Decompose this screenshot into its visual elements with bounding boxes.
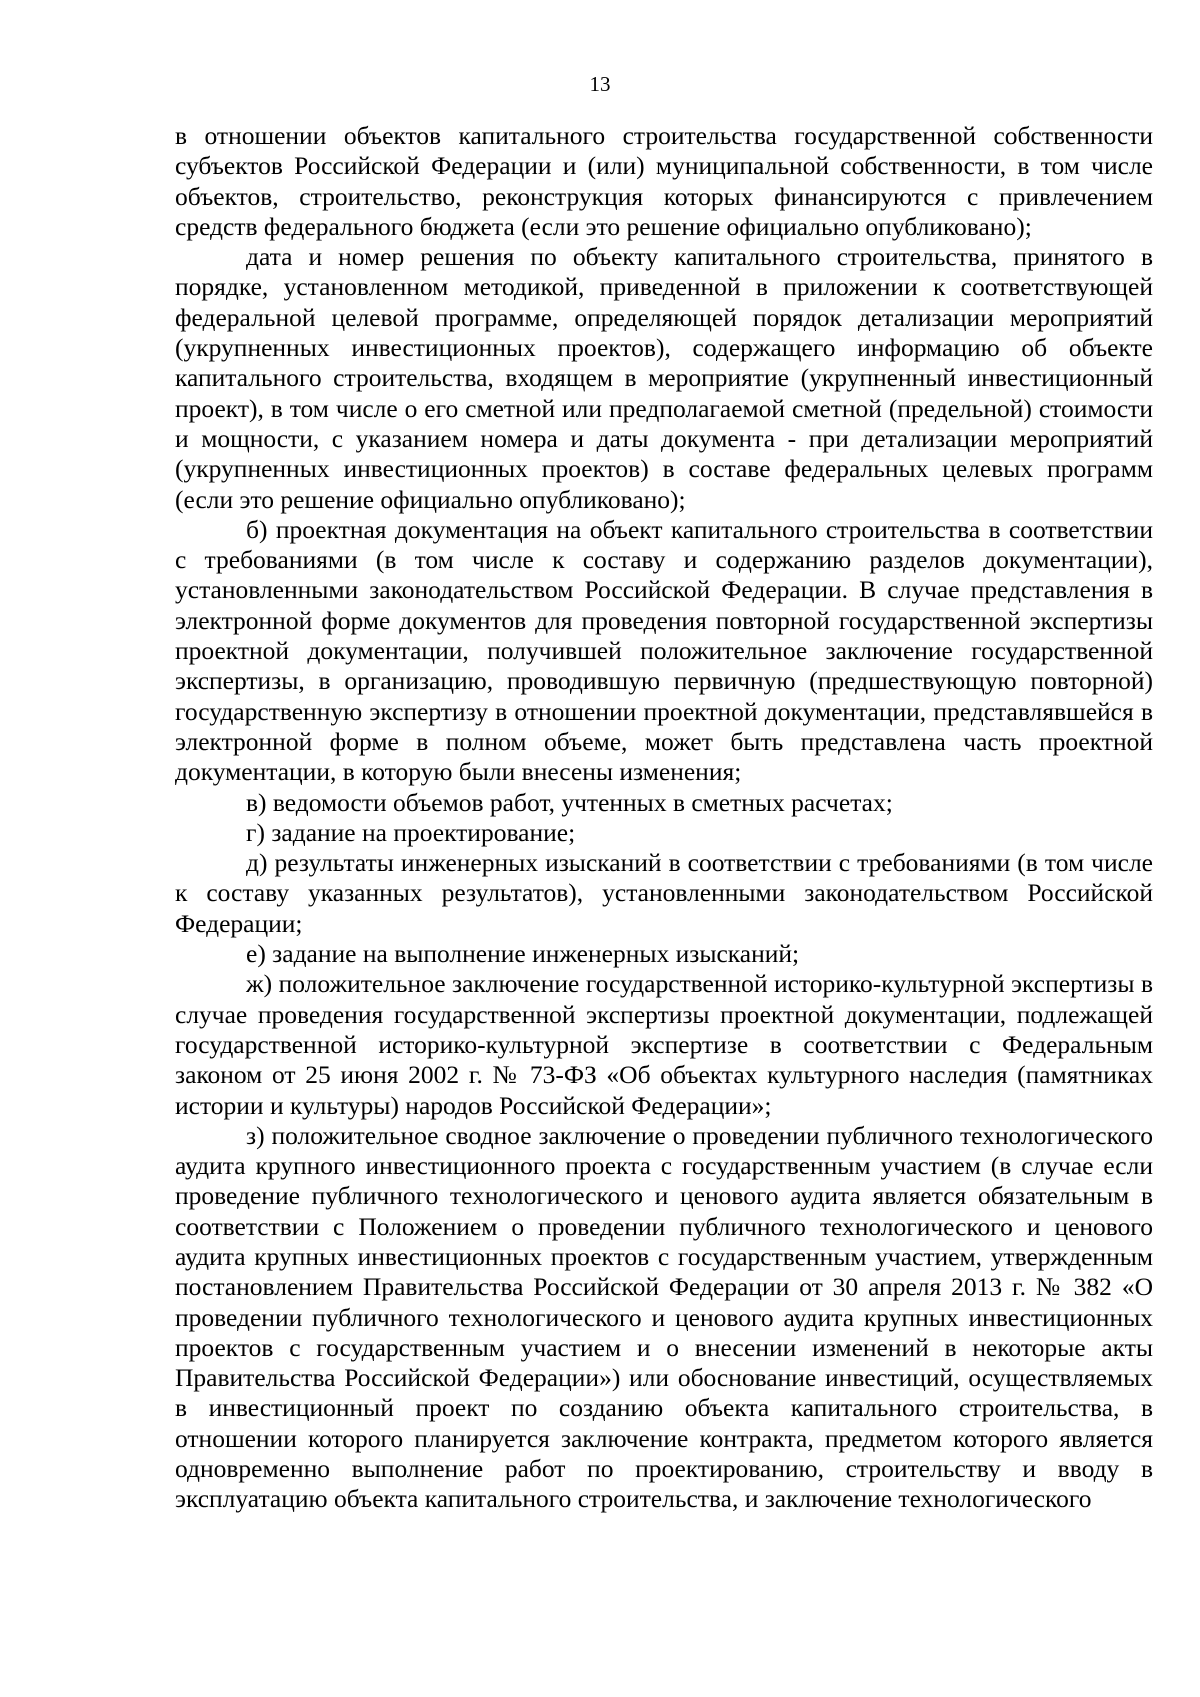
paragraph-item-d-engineering-surveys: д) результаты инженерных изысканий в соответствии с требованиями (в том числе к составу указанных результатов), установленными законодательством Российской Федерации; (175, 848, 1153, 938)
paragraph-item-v-work-volumes: в) ведомости объемов работ, учтенных в сметных расчетах; (246, 787, 893, 817)
paragraph-item-zh-cultural-expertise: ж) положительное заключение государственной историко-культурной экспертизы в случае проведения государственной экспертизы проектной документации, подлежащей государственной историко-культурной экспертизе в соответствии с Федеральным законом от 25 июня 2002 г. № 73-ФЗ «Об объектах культурного наследия (памятниках истории и культуры) народов Российской Федерации»; (175, 969, 1153, 1120)
page-number: 13 (589, 72, 611, 96)
paragraph-item-e-survey-assignment: е) задание на выполнение инженерных изысканий; (246, 939, 800, 969)
paragraph-decision-date-number: дата и номер решения по объекту капитального строительства, принятого в порядке, установленном методикой, приведенной в приложении к соответствующей федеральной целевой программе, определяющей порядок детализации мероприятий (укрупненных инвестиционных проектов), содержащего информацию об объекте капитального строительства, входящем в мероприятие (укрупненный инвестиционный проект), в том числе о его сметной или предполагаемой сметной (предельной) стоимости и мощности, с указанием номера и даты документа - при детализации мероприятий (укрупненных инвестиционных проектов) в составе федеральных целевых программ (если это решение официально опубликовано); (175, 242, 1153, 514)
paragraph-federal-budget-objects: в отношении объектов капитального строительства государственной собственности субъектов Российской Федерации и (или) муниципальной собственности, в том числе объектов, строительство, реконструкция которых финансируются с привлечением средств федерального бюджета (если это решение официально опубликовано); (175, 121, 1153, 241)
paragraph-item-g-design-assignment: г) задание на проектирование; (246, 817, 576, 847)
document-body (175, 121, 1153, 1515)
paragraph-item-z-technology-audit: з) положительное сводное заключение о проведении публичного технологического аудита крупного инвестиционного проекта с государственным участием (в случае если проведение публичного технологического и ценового аудита является обязательным в соответствии с Положением о проведении публичного технологического и ценового аудита крупных инвестиционных проектов с государственным участием, утвержденным постановлением Правительства Российской Федерации от 30 апреля 2013 г. № 382 «О проведении публичного технологического и ценового аудита крупных инвестиционных проектов с государственным участием и о внесении изменений в некоторые акты Правительства Российской Федерации») или обоснование инвестиций, осуществляемых в инвестиционный проект по созданию объекта капитального строительства, в отношении которого планируется заключение контракта, предметом которого является одновременно выполнение работ по проектированию, строительству и вводу в эксплуатацию объекта капитального строительства, и заключение технологического (175, 1120, 1153, 1514)
paragraph-item-b-project-documentation: б) проектная документация на объект капитального строительства в соответствии с требованиями (в том числе к составу и содержанию разделов документации), установленными законодательством Российской Федерации. В случае представления в электронной форме документов для проведения повторной государственной экспертизы проектной документации, получившей положительное заключение государственной экспертизы, в организацию, проводившую первичную (предшествующую повторной) государственную экспертизу в отношении проектной документации, представлявшейся в электронной форме в полном объеме, может быть представлена часть проектной документации, в которую были внесены изменения; (175, 514, 1153, 787)
